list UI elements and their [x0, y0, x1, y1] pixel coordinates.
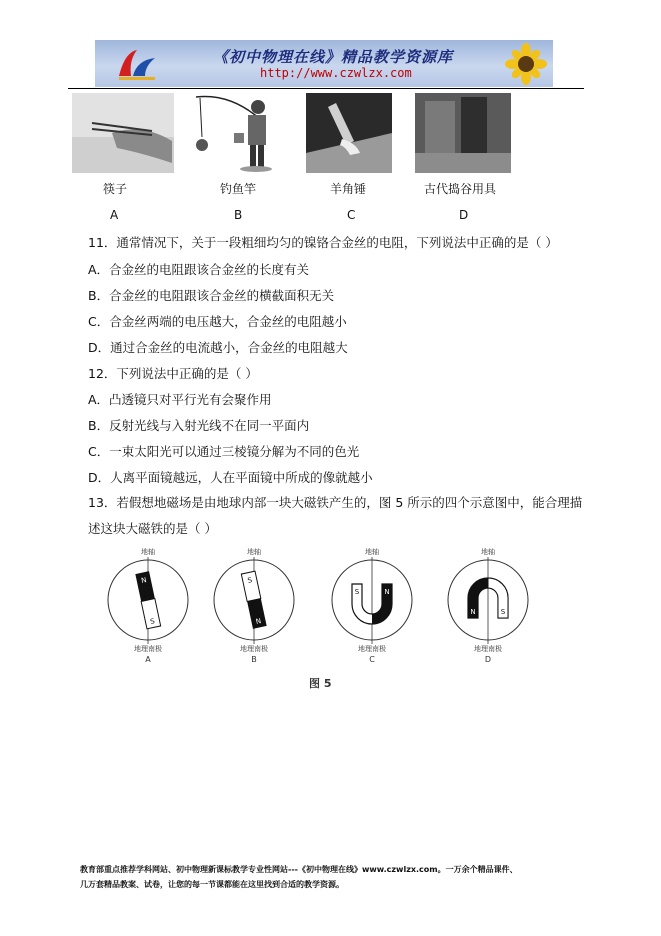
south-label-d: 地理南极 — [474, 645, 502, 653]
tool-caption-c: 羊角锤 — [330, 182, 367, 196]
q13-stem-line1: 13．若假想地磁场是由地球内部一块大磁铁产生的，图 5 所示的四个示意图中，能合理描 — [88, 495, 583, 510]
tool-caption-a: 筷子 — [103, 182, 128, 196]
tool-letter-d: D — [459, 208, 469, 222]
figure5-diagram-c — [320, 548, 424, 668]
fig-letter-b: B — [251, 655, 257, 664]
q12-option-b: B．反射光线与入射光线不在同一平面内 — [88, 418, 310, 433]
tool-letter-a: A — [110, 208, 119, 222]
fishing-rod-photo — [190, 93, 276, 173]
q13-stem-line2: 述这块大磁铁的是（ ） — [88, 521, 217, 536]
q12-option-a: A．凸透镜只对平行光有会聚作用 — [88, 392, 272, 407]
axis-label-c: 地轴 — [365, 548, 379, 556]
pole-s-c: S — [354, 588, 360, 596]
figure5-diagram-a — [96, 548, 200, 668]
figure5-caption: 图 5 — [309, 677, 332, 690]
south-label-b: 地理南极 — [240, 645, 268, 653]
footer-line-1: 教育部重点推荐学科网站、初中物理新课标教学专业性网站---《初中物理在线》www.czwlzx.com。一万余个精品课件、 — [80, 865, 518, 874]
grain-pounder-photo — [415, 93, 511, 173]
header-banner — [95, 40, 553, 87]
pole-s-b: S — [246, 576, 253, 585]
chopsticks-photo — [72, 93, 174, 173]
q11-option-a: A．合金丝的电阻跟该合金丝的长度有关 — [88, 262, 310, 277]
pole-n-b: N — [255, 617, 262, 626]
pole-n-d: N — [470, 608, 476, 616]
axis-label-a: 地轴 — [141, 548, 155, 556]
banner-title: 《初中物理在线》精品教学资源库 — [213, 48, 454, 66]
q12-option-d: D．人离平面镜越远，人在平面镜中所成的像就越小 — [88, 470, 373, 485]
pole-n-a: N — [140, 575, 148, 585]
pole-s-a: S — [149, 617, 156, 626]
header-rule — [68, 88, 584, 89]
figure5-diagram-b — [202, 548, 306, 668]
axis-label-d: 地轴 — [481, 548, 495, 556]
page-footer — [80, 862, 610, 892]
axis-label-b: 地轴 — [247, 548, 261, 556]
q12-option-c: C．一束太阳光可以通过三棱镜分解为不同的色光 — [88, 444, 360, 459]
figure5-diagram-d — [436, 548, 540, 668]
pole-n-c: N — [384, 588, 390, 596]
q11-stem: 11．通常情况下，关于一段粗细均匀的镍铬合金丝的电阻，下列说法中正确的是（ ） — [88, 235, 558, 250]
banner-url[interactable]: http://www.czwlzx.com — [260, 66, 412, 80]
pole-s-d: S — [500, 608, 506, 616]
tool-caption-b: 钓鱼竿 — [220, 182, 257, 196]
q11-option-b: B．合金丝的电阻跟该合金丝的横截面积无关 — [88, 288, 335, 303]
sunflower-icon — [503, 42, 549, 86]
fig-letter-a: A — [145, 655, 151, 664]
fig-letter-d: D — [484, 655, 492, 664]
fig-letter-c: C — [369, 655, 375, 664]
q11-option-c: C．合金丝两端的电压越大，合金丝的电阻越小 — [88, 314, 347, 329]
q11-option-d: D．通过合金丝的电流越小，合金丝的电阻越大 — [88, 340, 348, 355]
claw-hammer-photo — [306, 93, 392, 173]
site-logo-icon — [115, 46, 159, 82]
footer-line-2: 几万套精品教案、试卷，让您的每一节课都能在这里找到合适的教学资源。 — [80, 880, 344, 889]
q12-stem: 12．下列说法中正确的是（ ） — [88, 366, 258, 381]
tool-caption-d: 古代捣谷用具 — [424, 182, 497, 196]
south-label-a: 地理南极 — [134, 645, 162, 653]
south-label-c: 地理南极 — [358, 645, 386, 653]
tool-letter-b: B — [234, 208, 243, 222]
tool-letter-c: C — [347, 208, 356, 222]
